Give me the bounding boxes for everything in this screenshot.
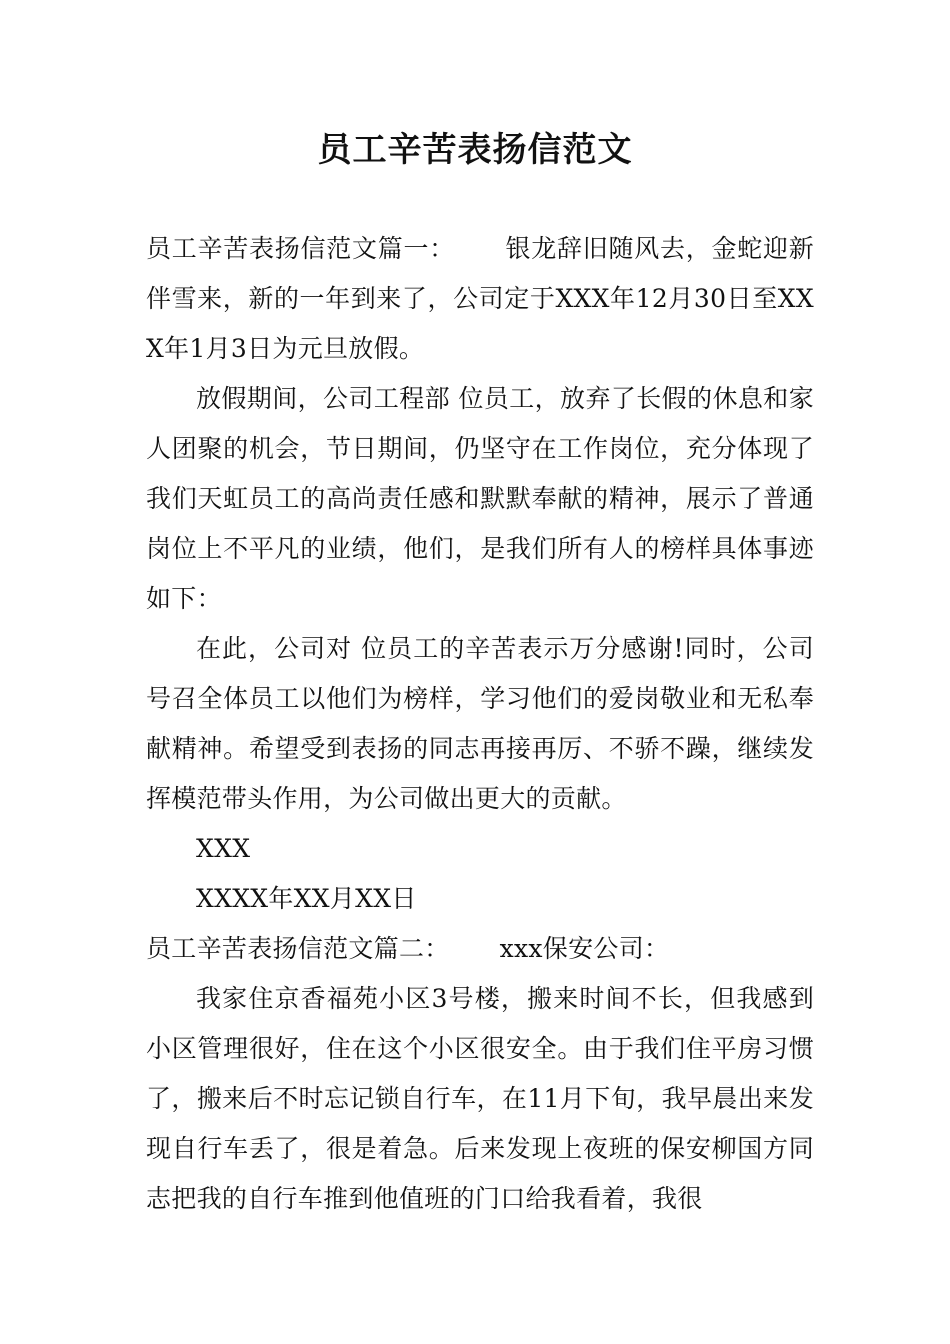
signature-date: XXXX年XX月XX日 — [196, 884, 417, 913]
document-title: 员工辛苦表扬信范文 — [317, 130, 633, 170]
signature-name: XXX — [196, 834, 251, 863]
paragraph-7: 我家住京香福苑小区3号楼，搬来时间不长，但我感到小区管理很好，住在这个小区很安全。由于我们住平房习惯了，搬来后不时忘记锁自行车，在11月下旬，我早晨出来发现自行车丢了，很是着急。后来发现上夜班的保安柳国方同志把我的自行车推到他值班的门口给我看着，我很 — [146, 984, 814, 1213]
paragraph-text: xxx保安公司： — [499, 934, 670, 963]
section-heading-1: 员工辛苦表扬信范文篇一： — [146, 234, 455, 263]
section-heading-2: 员工辛苦表扬信范文篇二： — [146, 934, 450, 963]
paragraph-3: 在此，公司对 位员工的辛苦表示万分感谢!同时，公司号召全体员工以他们为榜样，学习他们的爱岗敬业和无私奉献精神。希望受到表扬的同志再接再厉、不骄不躁，继续发挥模范带头作用，为公司做出更大的贡献。 — [146, 634, 814, 813]
paragraph-2: 放假期间，公司工程部 位员工，放弃了长假的休息和家人团聚的机会，节日期间，仍坚守在工作岗位，充分体现了我们天虹员工的高尚责任感和默默奉献的精神，展示了普通岗位上不平凡的业绩，他们，是我们所有人的榜样具体事迹如下： — [146, 384, 814, 613]
paragraph-6 — [146, 924, 814, 974]
paragraph-text: 银龙辞旧随风去，金蛇迎新伴雪来，新的一年到来了，公司定于XXX年12月30日至XXX年1月3日为元旦放假。 — [146, 234, 814, 363]
document-body — [146, 224, 814, 1224]
paragraph-1 — [146, 224, 814, 374]
